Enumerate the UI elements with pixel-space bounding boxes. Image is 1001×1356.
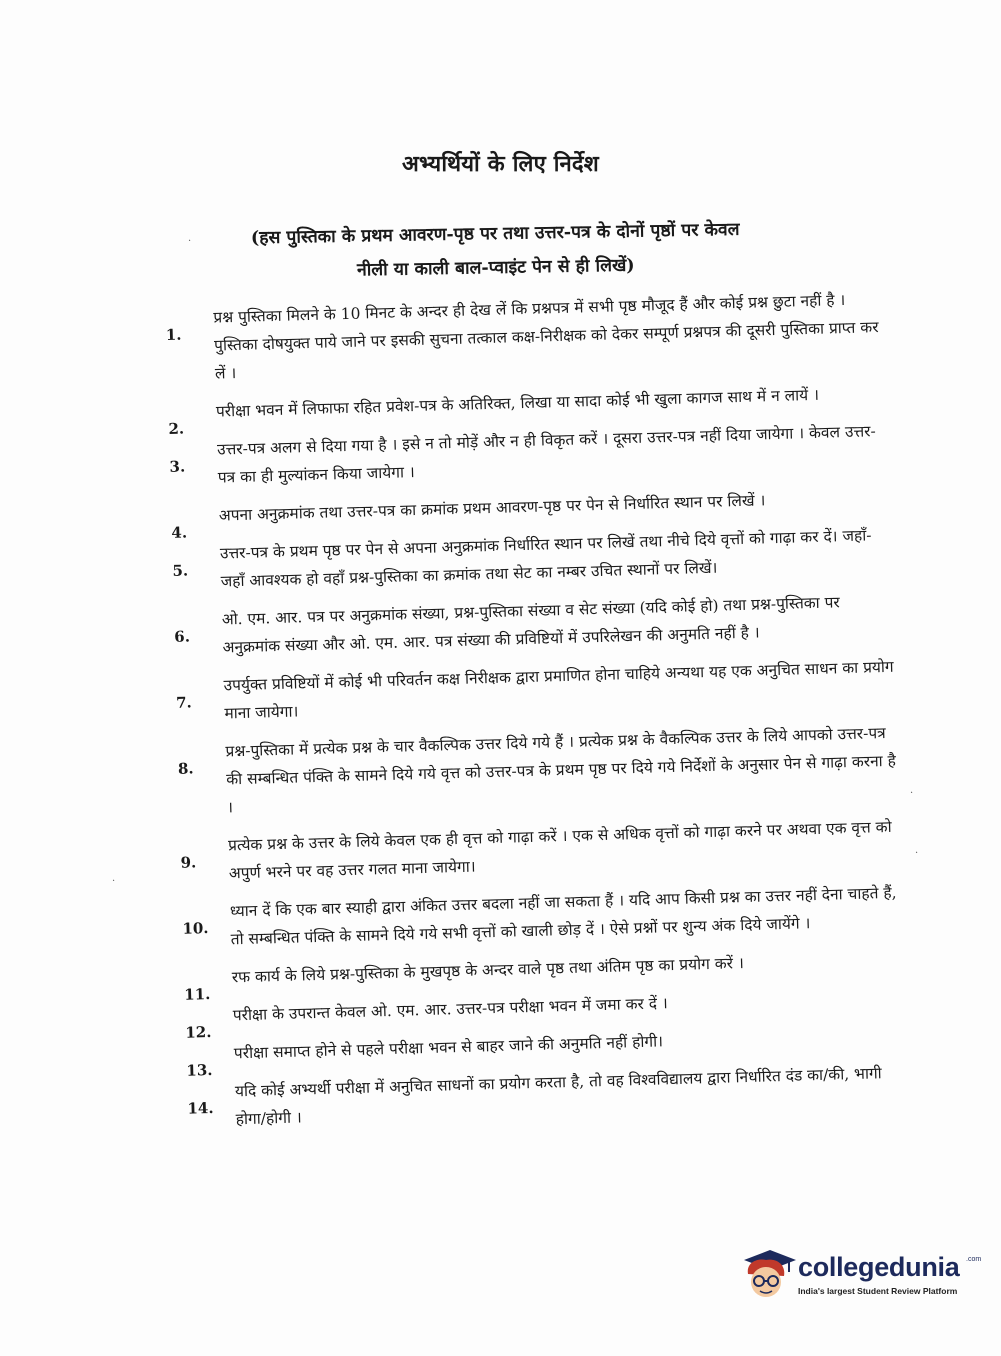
brand-name: collegedunia xyxy=(798,1252,960,1282)
subtitle-line-2: नीली या काली बाल-प्वाइंट पेन से ही लिखें) xyxy=(356,255,635,281)
page-subtitle xyxy=(215,212,776,290)
instruction-item xyxy=(175,653,896,729)
instruction-number: 5. xyxy=(172,561,189,580)
brand-suffix: .com xyxy=(966,1256,982,1263)
instruction-item xyxy=(187,1059,908,1135)
scan-speck: · xyxy=(112,876,116,887)
instruction-text: ओ. एम. आर. पत्र पर अनुक्रमांक संख्या, प्रश्न-पुस्तिका संख्या व सेट संख्या (यदि कोई हो) तथा प्रश्न-पुस्तिका पर अनुक्रमांक संख्या और ओ. एम. आर. पत्र संख्या की प्रविष्टियों में उपरिलेखन की अनुमति नहीं है । xyxy=(221,593,841,657)
instruction-text: परीक्षा भवन में लिफाफा रहित प्रवेश-पत्र के अतिरिक्त, लिखा या सादा कोई भी खुला कागज साथ में न लायें । xyxy=(215,385,820,421)
instruction-number: 2. xyxy=(168,419,185,438)
instruction-text: उत्तर-पत्र अलग से दिया गया है । इसे न तो मोड़ें और न ही विकृत करें । दूसरा उत्तर-पत्र नहीं दिया जायेगा । केवल उत्तर-पत्र का ही मुल्यांकन किया जायेगा । xyxy=(216,422,876,487)
instruction-text: उत्तर-पत्र के प्रथम पृष्ठ पर पेन से अपना अनुक्रमांक निर्धारित स्थान पर लिखें तथा नीचे दिये वृत्तों को गाढ़ा कर दें। जहाँ-जहाँ आवश्यक हो वहाँ प्रश्न-पुस्तिका का क्रमांक तथा सेट का नम्बर उचित स्थानों पर लिखें। xyxy=(219,526,872,591)
instruction-number: 4. xyxy=(171,523,188,542)
scan-speck: · xyxy=(188,236,192,247)
page-title: अभ्यर्थियों के लिए निर्देश xyxy=(402,151,599,177)
instruction-number: 9. xyxy=(180,853,197,872)
instruction-text: अपना अनुक्रमांक तथा उत्तर-पत्र का क्रमांक प्रथम आवरण-पृष्ठ पर पेन से निर्धारित स्थान पर लिखें । xyxy=(218,491,766,525)
graduate-mascot-icon xyxy=(736,1246,796,1302)
collegedunia-watermark xyxy=(736,1244,986,1304)
instruction-item xyxy=(180,813,901,889)
instruction-number: 13. xyxy=(186,1060,213,1080)
instruction-number: 1. xyxy=(165,325,182,344)
instruction-list xyxy=(165,285,908,1145)
instruction-number: 3. xyxy=(169,457,186,476)
instruction-item xyxy=(182,879,903,955)
instruction-item xyxy=(172,521,893,597)
instruction-number: 7. xyxy=(175,693,193,712)
instruction-number: 10. xyxy=(182,919,209,938)
instruction-text: परीक्षा समाप्त होने से पहले परीक्षा भवन से बाहर जाने की अनुमति नहीं होगी। xyxy=(233,1032,664,1063)
instruction-number: 6. xyxy=(174,627,191,646)
instruction-text: यदि कोई अभ्यर्थी परीक्षा में अनुचित साधनों का प्रयोग करता है, तो वह विश्वविद्यालय द्वारा निर्धारित दंड का/की, भागी होगा/होगी । xyxy=(234,1064,882,1129)
instruction-item xyxy=(173,587,894,663)
instruction-item xyxy=(177,719,899,823)
instruction-text: प्रश्न पुस्तिका मिलने के 10 मिनट के अन्दर ही देख लें कि प्रश्नपत्र में सभी पृष्ठ मौजूद हैं और कोई प्रश्न छुटा नहीं है । पुस्तिका दोषयुक्त पाये जाने पर इसकी सुचना तत्काल कक्ष-निरीक्षक को देकर सम्पूर्ण प्रश्नपत्र की दूसरी पुस्तिका प्राप्त कर लें । xyxy=(213,291,879,383)
instruction-text: उपर्युक्त प्रविष्टियों में कोई भी परिवर्तन कक्ष निरीक्षक द्वारा प्रमाणित होना चाहिये अन्यथा यह एक अनुचित साधन का प्रयोग माना जायेगा। xyxy=(223,657,894,723)
instruction-number: 12. xyxy=(185,1022,212,1042)
instruction-text: रफ कार्य के लिये प्रश्न-पुस्तिका के मुखपृष्ठ के अन्दर वाले पृष्ठ तथा अंतिम पृष्ठ का प्रयोग करें । xyxy=(231,954,745,987)
instruction-text: प्रश्न-पुस्तिका में प्रत्येक प्रश्न के चार वैकल्पिक उत्तर दिये गये हैं । प्रत्येक प्रश्न के वैकल्पिक उत्तर के लिये आपको उत्तर-पत्र की सम्बन्धित पंक्ति के सामने दिये गये वृत्त को उत्तर-पत्र के प्रथम पृष्ठ पर दिये गये निर्देशों के अनुसार पेन से गाढ़ा करना है । xyxy=(225,724,897,817)
scan-speck: · xyxy=(915,848,919,859)
instruction-number: 14. xyxy=(187,1098,214,1118)
instruction-number: 8. xyxy=(177,759,194,778)
instruction-item xyxy=(165,285,887,389)
instruction-text: ध्यान दें कि एक बार स्याही द्वारा अंकित उत्तर बदला नहीं जा सकता हैं । यदि आप किसी प्रश्न का उत्तर नहीं देना चाहते हैं, तो सम्बन्धित पंक्ति के सामने दिये गये सभी वृत्तों को खाली छोड़ दें । ऐसे प्रश्नों पर शुन्य अंक दिये जायेंगे । xyxy=(229,883,897,949)
instruction-text: परीक्षा के उपरान्त केवल ओ. एम. आर. उत्तर-पत्र परीक्षा भवन में जमा कर दें । xyxy=(232,994,669,1025)
instruction-text: प्रत्येक प्रश्न के उत्तर के लिये केवल एक ही वृत्त को गाढ़ा करें । एक से अधिक वृत्तों को गाढ़ा करने पर अथवा एक वृत्त को अपुर्ण भरने पर वह उत्तर गलत माना जायेगा। xyxy=(227,817,892,883)
subtitle-line-1: (हस पुस्तिका के प्रथम आवरण-पृष्ठ पर तथा उत्तर-पत्र के दोनों पृष्ठों पर केवल xyxy=(250,219,740,249)
scan-speck: · xyxy=(910,788,914,799)
brand-tagline: India's largest Student Review Platform xyxy=(798,1286,958,1296)
instruction-item xyxy=(169,417,890,493)
instruction-number: 11. xyxy=(184,985,211,1004)
